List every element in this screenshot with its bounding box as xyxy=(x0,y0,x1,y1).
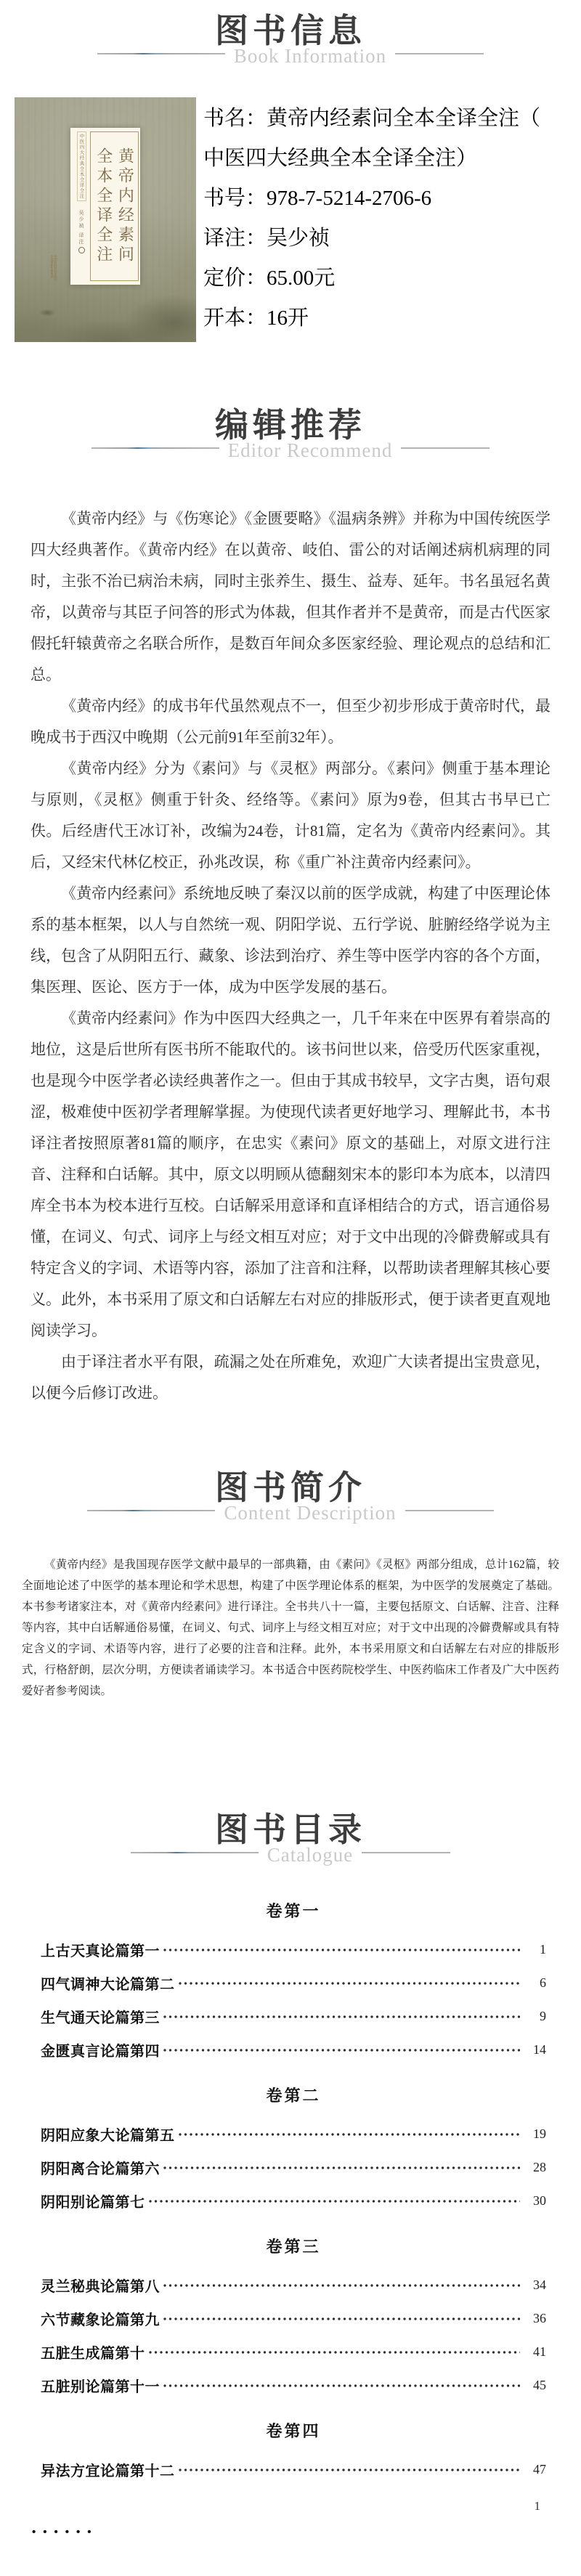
recommend-paragraph: 由于译注者水平有限，疏漏之处在所难免，欢迎广大读者提出宝贵意见，以便今后修订改进。 xyxy=(31,1353,550,1402)
section-header-catalogue xyxy=(0,1811,581,1872)
toc-item-title: 阴阳别论篇第七 xyxy=(41,2194,145,2211)
toc-page-number: 19 xyxy=(533,2126,546,2141)
truncation-ellipsis: •••••• xyxy=(32,2526,99,2538)
toc-page-number: 30 xyxy=(533,2193,546,2208)
toc-volume-heading: 卷第三 xyxy=(266,2238,321,2256)
book-details xyxy=(203,97,571,338)
toc-item-title: 灵兰秘典论篇第八 xyxy=(41,2278,160,2295)
toc-item-title: 异法方宜论篇第十二 xyxy=(41,2463,175,2479)
toc-item xyxy=(41,2033,546,2066)
dot-leader xyxy=(163,2047,520,2053)
toc-volume-heading: 卷第一 xyxy=(266,1902,321,1920)
toc-item-title: 上古天真论篇第一 xyxy=(41,1943,160,1959)
toc-page-number: 14 xyxy=(533,2041,546,2057)
divider-line-left xyxy=(97,53,225,54)
detail-line-isbn: 书号：978-7-5214-2706-6 xyxy=(203,187,432,210)
toc-item xyxy=(41,1966,546,1999)
dot-leader xyxy=(163,2383,520,2389)
section-title-book-info: 图书信息 xyxy=(215,12,366,49)
cover-label-side-strip xyxy=(50,131,89,281)
book-cover-image xyxy=(15,97,196,342)
section-title-content-description: 图书简介 xyxy=(215,1468,366,1506)
section-subtitle-row xyxy=(0,438,581,467)
toc-page-number: 36 xyxy=(533,2310,546,2325)
cover-series-note: 中医四大经典全本全译全注 xyxy=(77,131,86,201)
book-info-section xyxy=(0,97,581,342)
toc-page-number: 9 xyxy=(540,2008,546,2023)
detail-line-title-2: 中医四大经典全本全译全注） xyxy=(203,147,478,170)
toc-volume-list xyxy=(41,2117,546,2217)
toc-item xyxy=(41,2150,546,2184)
toc-item xyxy=(41,1999,546,2033)
detail-line-price: 定价：65.00元 xyxy=(203,267,336,290)
toc-item xyxy=(41,2268,546,2301)
toc-item-title: 五脏别论篇第十一 xyxy=(41,2378,160,2395)
section-title-editor-recommend: 编辑推荐 xyxy=(215,406,366,444)
toc-item-title: 金匮真言论篇第四 xyxy=(41,2043,160,2060)
section-subtitle-row xyxy=(0,1500,581,1529)
description-paragraph: 《黄帝内经》是我国现存医学文献中最早的一部典籍，由《素问》《灵枢》两部分组成，总计162篇，较全面地论述了中医学的基本理论和学术思想，构建了中医学理论体系的框架，为中医学的发展奠定了基础。本书参考诸家注本，对《黄帝内经素问》进行译注。全书共八十一篇，主要包括原文、白话解、注音、注释等内容，其中白话解通俗易懂，在词义、句式、词序上与经文相互对应；对于文中出现的冷僻费解或具有特定含义的字词、术语等内容，进行了必要的注音和注释。此外，本书采用原文和白话解左右对应的排版形式，行格舒朗，层次分明，方便读者诵读学习。本书适合中医药院校学生、中医药临床工作者及广大中医药爱好者参考阅读。 xyxy=(22,1559,559,1697)
divider-line-left xyxy=(131,1852,259,1853)
detail-line-title-1: 书名：黄帝内经素问全本全译全注（ xyxy=(203,107,541,130)
toc-item xyxy=(41,2184,546,2217)
section-title-catalogue: 图书目录 xyxy=(215,1811,366,1848)
toc-item-title: 五脏生成篇第十 xyxy=(41,2345,145,2362)
toc-item-title: 阴阳离合论篇第六 xyxy=(41,2161,160,2177)
section-header-editor-recommend xyxy=(0,406,581,467)
section-subtitle-row xyxy=(0,44,581,73)
dot-leader xyxy=(148,2198,521,2204)
toc-item-title: 六节藏象论篇第九 xyxy=(41,2312,160,2328)
dot-leader xyxy=(163,1947,520,1953)
dot-leader xyxy=(178,2132,521,2137)
detail-line-format: 开本：16开 xyxy=(203,306,309,330)
cover-title-label xyxy=(50,128,140,285)
divider-line-left xyxy=(92,447,219,449)
publisher-name-line: 中国健康传媒集团 xyxy=(50,255,54,278)
toc-volume-heading: 卷第四 xyxy=(266,2422,321,2440)
dot-leader xyxy=(178,2467,521,2473)
toc-item-title: 阴阳应象大论篇第五 xyxy=(41,2127,175,2144)
section-header-book-info xyxy=(0,12,581,73)
dot-leader xyxy=(163,2014,520,2020)
dot-leader xyxy=(163,2316,520,2322)
section-subtitle-content-description: Content Description xyxy=(224,1502,397,1524)
toc-item xyxy=(41,2335,546,2368)
dot-leader xyxy=(178,1980,521,1986)
recommend-paragraph: 《黄帝内经素问》作为中医四大经典之一，几千年来在中医界有着崇高的地位，这是后世所有医书所不能取代的。该书问世以来，倍受历代医家重视，也是现今中医学者必读经典著作之一。但由于其成书较早，文字古奥，语句艰涩，极难使中医初学者理解掌握。为使现代读者更好地学习、理解此书，本书译注者按照原著81篇的顺序，在忠实《素问》原文的基础上，对原文进行注音、注释和白话解。其中，原文以明顾从德翻刻宋本的影印本为底本，以清四库全书本为校本进行互校。白话解采用意译和直译相结合的方式，语言通俗易懂，在词义、句式、词序上与经文相互对应；对于文中出现的冷僻费解或具有特定含义的字词、术语等内容，添加了注音和注释，以帮助读者理解其核心要义。此外，本书采用了原文和白话解左右对应的排版形式，便于读者更直观地阅读学习。 xyxy=(31,1009,550,1339)
section-header-content-description xyxy=(0,1468,581,1529)
divider-line-right xyxy=(362,1852,450,1853)
footer-page-number: 1 xyxy=(534,2499,540,2513)
toc-page-number: 6 xyxy=(540,1975,546,1990)
divider-line-right xyxy=(405,1510,494,1511)
divider-line-left xyxy=(87,1510,215,1511)
toc-volume-list xyxy=(41,2453,546,2486)
publisher-ring-icon xyxy=(78,247,85,253)
detail-line-translator: 译注：吴少祯 xyxy=(203,227,330,250)
recommend-paragraph: 《黄帝内经素问》系统地反映了秦汉以前的医学成就，构建了中医理论体系的基本框架，以人与自然统一观、阴阳学说、五行学说、脏腑经络学说为主线，包含了从阴阳五行、藏象、诊法到治疗、养生等中医学内容的各个方面，集医理、医论、医方于一体，成为中医学发展的基石。 xyxy=(31,885,550,996)
dot-leader xyxy=(163,2165,520,2171)
cover-main-title: 黄帝内经素问 xyxy=(116,147,135,265)
cover-sub-title: 全本全译全注 xyxy=(94,147,113,265)
cover-translator-note: 吴少祯 译注 xyxy=(78,210,84,245)
recommend-paragraph: 《黄帝内经》的成书年代虽然观点不一，但至少初步形成于黄帝时代，最晚成书于西汉中晚期（公元前91年至前32年）。 xyxy=(31,697,550,746)
toc-page-number: 34 xyxy=(533,2277,546,2292)
toc-item xyxy=(41,2453,546,2486)
dot-leader xyxy=(148,2349,521,2355)
section-subtitle-book-info: Book Information xyxy=(233,45,387,67)
dot-leader xyxy=(163,2283,520,2288)
toc-page-number: 1 xyxy=(540,1941,546,1957)
catalogue-section xyxy=(0,1901,581,2486)
toc-page-number: 45 xyxy=(533,2377,546,2392)
toc-item-title: 四气调神大论篇第二 xyxy=(41,1976,175,1993)
cover-main-title-block xyxy=(90,131,139,281)
toc-item xyxy=(41,1933,546,1966)
divider-line-right xyxy=(395,53,484,54)
toc-volume-list xyxy=(41,1933,546,2066)
content-description-section xyxy=(0,1554,581,1702)
publisher-name-line: 中国医药科技出版社 xyxy=(54,255,58,281)
toc-item xyxy=(41,2301,546,2335)
section-subtitle-editor-recommend: Editor Recommend xyxy=(227,439,393,461)
section-subtitle-catalogue: Catalogue xyxy=(267,1844,354,1866)
recommend-paragraph: 《黄帝内经》与《伤寒论》《金匮要略》《温病条辨》并称为中国传统医学四大经典著作。《黄帝内经》在以黄帝、岐伯、雷公的对话阐述病机病理的同时，主张不治已病治未病，同时主张养生、摄生、益寿、延年。书名虽冠名黄帝，以黄帝与其臣子问答的形式为体裁，但其作者并不是黄帝，而是古代医家假托轩辕黄帝之名联合所作，是数百年间众多医家经验、理论观点的总结和汇总。 xyxy=(31,510,550,683)
recommend-paragraph: 《黄帝内经》分为《素问》与《灵枢》两部分。《素问》侧重于基本理论与原则，《灵枢》侧重于针灸、经络等。《素问》原为9卷，但其古书早已亡佚。后经唐代王冰订补，改编为24卷，计81篇，定名为《黄帝内经素问》。其后，又经宋代林亿校正，孙兆改误，称《重广补注黄帝内经素问》。 xyxy=(31,760,550,871)
toc-item-title: 生气通天论篇第三 xyxy=(41,2010,160,2026)
editor-recommend-section xyxy=(0,503,581,1409)
divider-line-right xyxy=(401,447,489,449)
toc-volume-heading: 卷第二 xyxy=(266,2087,321,2105)
toc-page-number: 47 xyxy=(533,2461,546,2477)
toc-item xyxy=(41,2368,546,2402)
toc-volume-list xyxy=(41,2268,546,2402)
toc-item xyxy=(41,2117,546,2150)
section-subtitle-row xyxy=(0,1842,581,1872)
toc-page-number: 28 xyxy=(533,2159,546,2174)
toc-page-number: 41 xyxy=(533,2344,546,2359)
